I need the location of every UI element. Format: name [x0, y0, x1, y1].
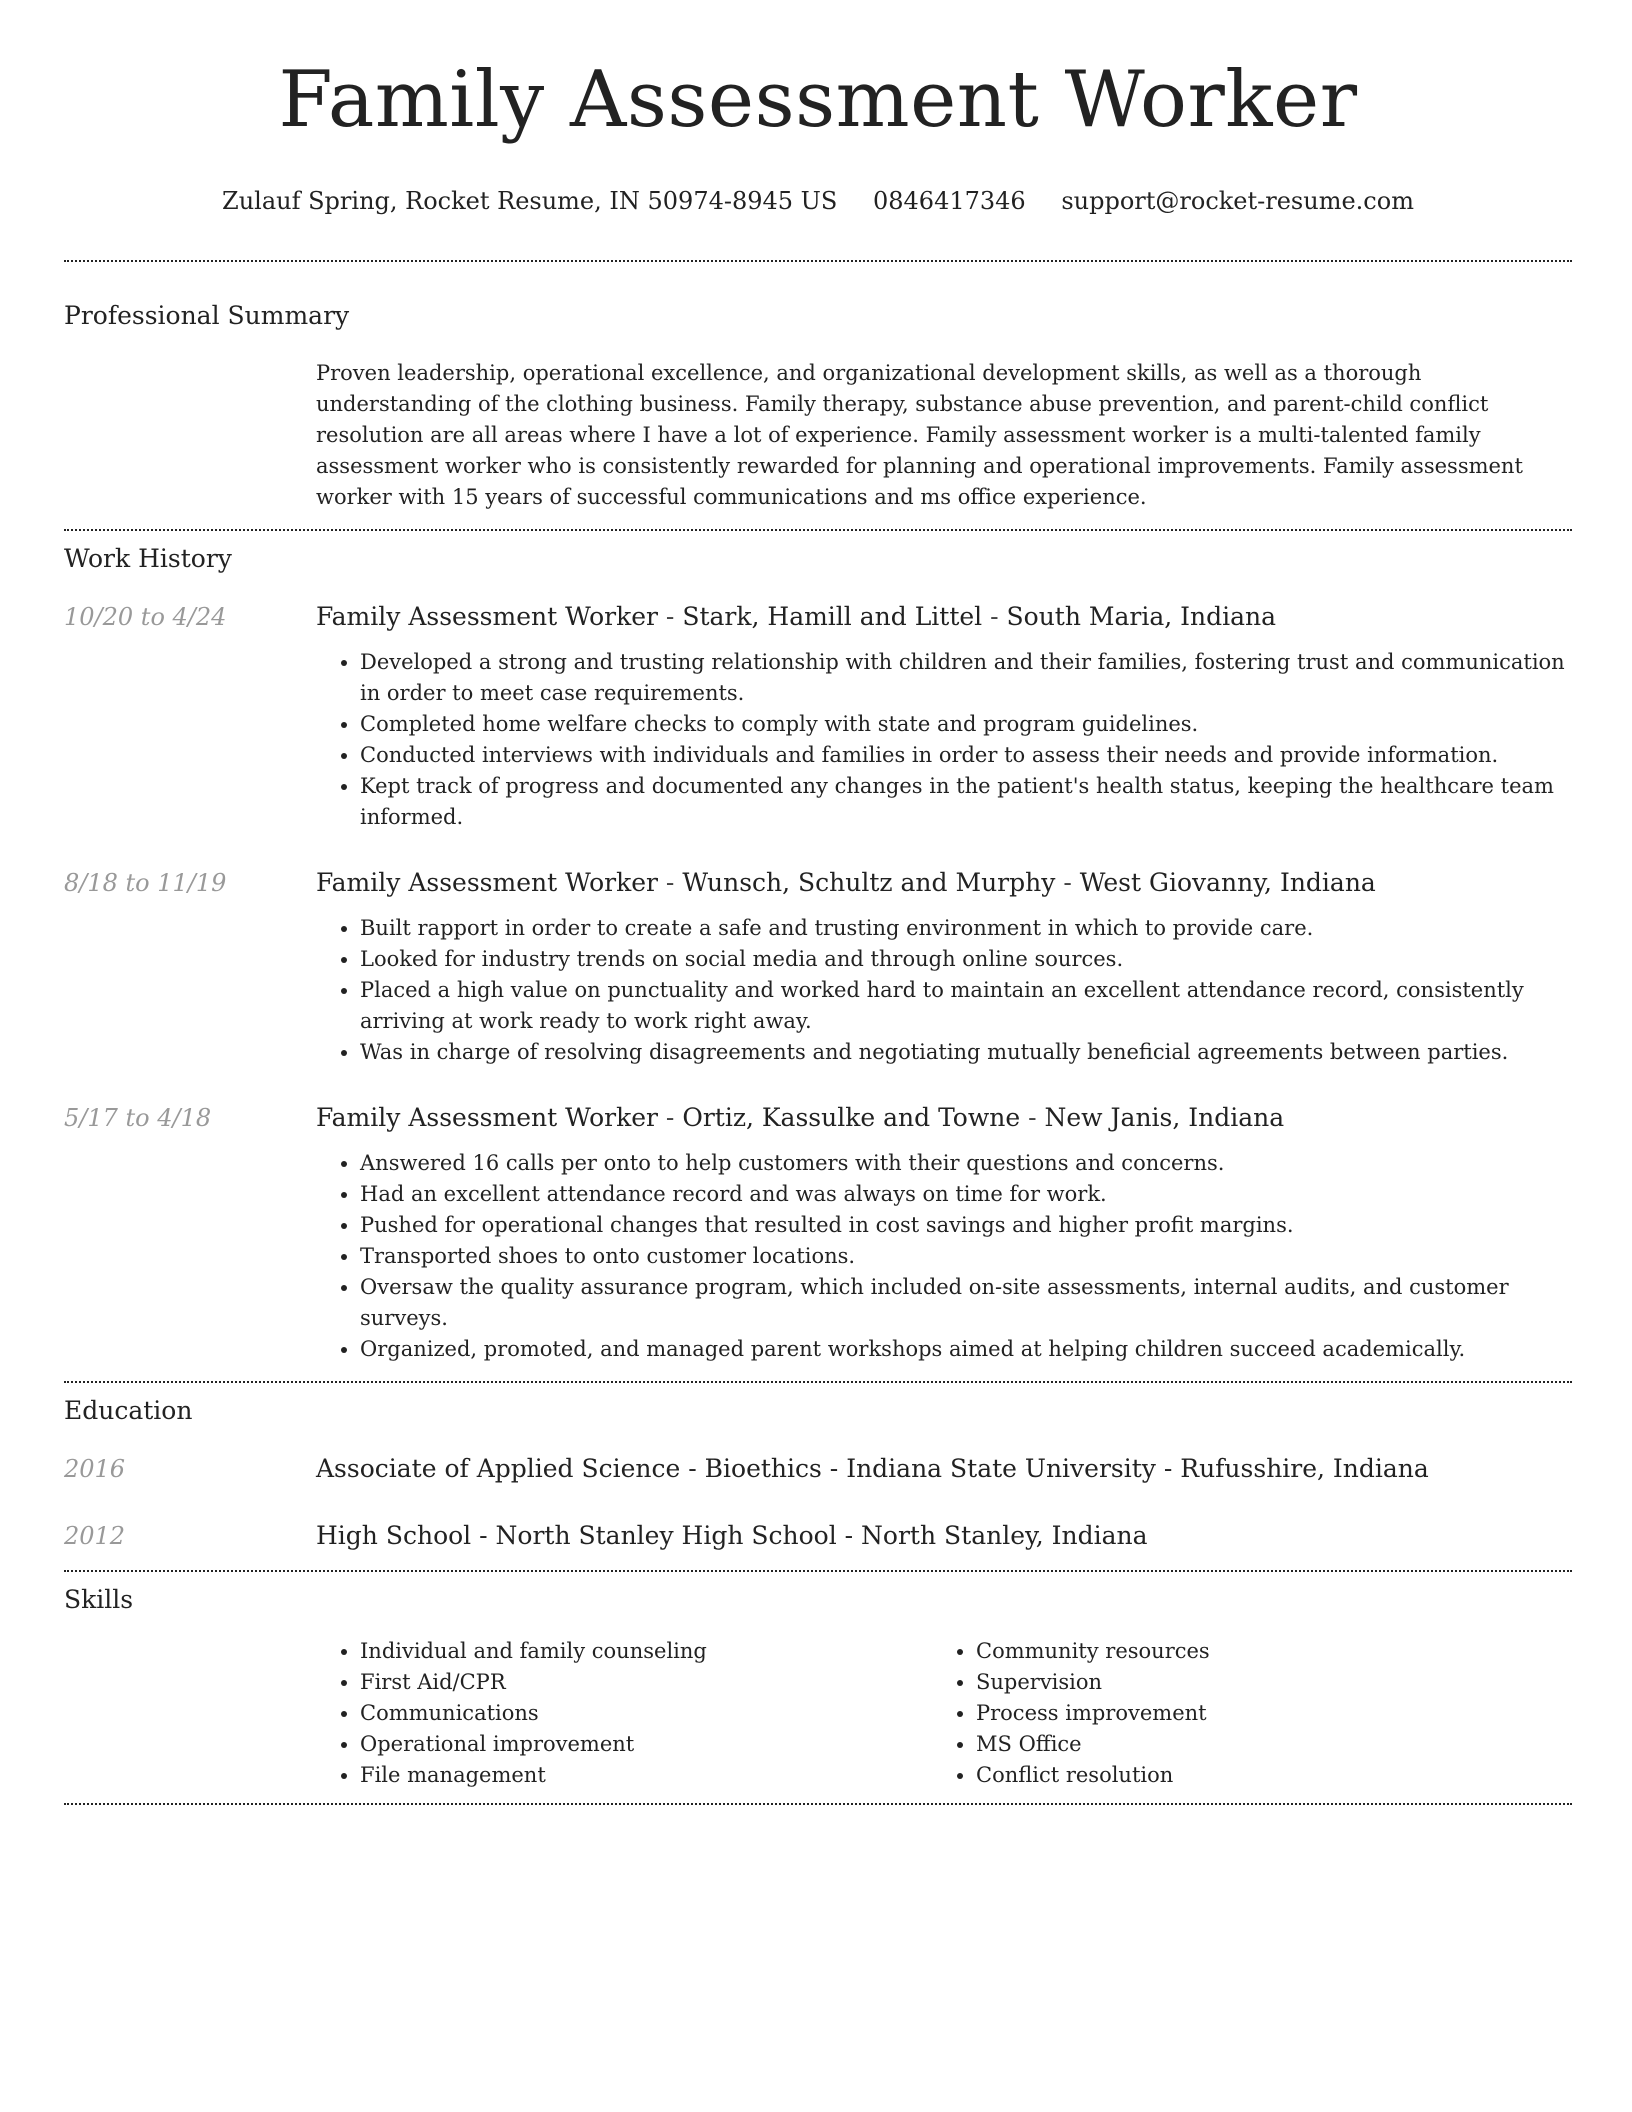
- job-role: Family Assessment Worker: [316, 868, 658, 897]
- skill-item: • Community resources: [976, 1636, 1576, 1667]
- summary-text: Proven leadership, operational excellence, and organizational development skills, as well as a thorough understanding of the clothing business. Family therapy, substance abuse prevention, and parent-child conflict resolution are all areas where I have a lot of experience. Family assessment worker is a multi-talented family assessment worker who is consistently rewarded for planning and operational improvements. Family assessment worker with 15 years of successful communications and ms office experience.: [316, 361, 1523, 509]
- job-bullet: • Oversaw the quality assurance program, which included on-site assessments, internal audits, and customer surveys.: [360, 1272, 1572, 1334]
- separator: -: [657, 1103, 683, 1132]
- job-bullet: • Answered 16 calls per onto to help customers with their questions and concerns.: [360, 1148, 1572, 1179]
- job-bullet: • Was in charge of resolving disagreements and negotiating mutually beneficial agreements between parties.: [360, 1037, 1572, 1068]
- summary-section: [64, 300, 1572, 513]
- job-bullet: • Developed a strong and trusting relationship with children and their families, fostering trust and communication in order to meet case requirements.: [360, 647, 1572, 709]
- skill-item: • Process improvement: [976, 1698, 1576, 1729]
- job-bullet: • Looked for industry trends on social media and through online sources.: [360, 944, 1572, 975]
- contact-email: support@rocket-resume.com: [1061, 187, 1414, 215]
- section-title-summary: Professional Summary: [64, 301, 350, 330]
- job-entry: [64, 601, 1572, 833]
- job-bullet: • Pushed for operational changes that resulted in cost savings and higher profit margins.: [360, 1210, 1572, 1241]
- job-location: West Giovanny, Indiana: [1079, 868, 1376, 897]
- divider: [64, 260, 1572, 262]
- divider: [64, 1381, 1572, 1383]
- job-role: Family Assessment Worker: [316, 1103, 658, 1132]
- skill-item: • File management: [360, 1760, 932, 1791]
- job-bullets: [316, 1148, 1572, 1365]
- job-bullet: • Conducted interviews with individuals and families in order to assess their needs and provide information.: [360, 740, 1572, 771]
- education-entry: [64, 1520, 1572, 1552]
- education-text: High School - North Stanley High School - North Stanley, Indiana: [316, 1521, 1148, 1550]
- skill-item: • Operational improvement: [360, 1729, 932, 1760]
- skills-section: [64, 1584, 1572, 1791]
- divider: [64, 1803, 1572, 1805]
- job-bullet: • Organized, promoted, and managed parent workshops aimed at helping children succeed academically.: [360, 1334, 1572, 1365]
- separator: -: [657, 602, 683, 631]
- skills-list-left: [316, 1636, 932, 1791]
- skill-item: • Conflict resolution: [976, 1760, 1576, 1791]
- job-company: Stark, Hamill and Littel: [682, 602, 983, 631]
- separator: -: [1020, 1103, 1045, 1132]
- education-section: [64, 1395, 1572, 1552]
- job-company: Wunsch, Schultz and Murphy: [682, 868, 1056, 897]
- job-list: [64, 601, 1572, 1365]
- job-dates: 5/17 to 4/18: [64, 1104, 212, 1132]
- education-year: 2012: [64, 1522, 126, 1550]
- job-entry: [64, 1102, 1572, 1365]
- job-bullets: [316, 913, 1572, 1068]
- skills-spacer: [64, 1636, 316, 1791]
- education-text: Associate of Applied Science - Bioethics - Indiana State University - Rufusshire, Indiana: [316, 1454, 1429, 1483]
- separator: -: [657, 868, 683, 897]
- contact-line: [64, 186, 1572, 216]
- education-entry: [64, 1453, 1572, 1485]
- summary-spacer: [64, 358, 316, 513]
- skill-item: • Individual and family counseling: [360, 1636, 932, 1667]
- job-location: South Maria, Indiana: [1006, 602, 1277, 631]
- section-title-skills: Skills: [64, 1585, 134, 1614]
- resume-page: [64, 0, 1572, 1805]
- education-year: 2016: [64, 1455, 126, 1483]
- separator: -: [982, 602, 1007, 631]
- divider: [64, 1570, 1572, 1572]
- skill-item: • Communications: [360, 1698, 932, 1729]
- job-company: Ortiz, Kassulke and Towne: [682, 1103, 1021, 1132]
- skill-item: • First Aid/CPR: [360, 1667, 932, 1698]
- contact-address: Zulauf Spring, Rocket Resume, IN 50974-8945 US: [222, 187, 838, 215]
- divider: [64, 529, 1572, 531]
- skills-list-right: [932, 1636, 1576, 1791]
- job-bullet: • Transported shoes to onto customer locations.: [360, 1241, 1572, 1272]
- job-bullet: • Kept track of progress and documented any changes in the patient's health status, keeping the healthcare team informed.: [360, 771, 1572, 833]
- job-dates: 10/20 to 4/24: [64, 603, 227, 631]
- job-title: [316, 867, 1572, 899]
- job-entry: [64, 867, 1572, 1068]
- skill-item: • Supervision: [976, 1667, 1576, 1698]
- skill-item: • MS Office: [976, 1729, 1576, 1760]
- job-bullet: • Built rapport in order to create a safe and trusting environment in which to provide care.: [360, 913, 1572, 944]
- job-bullet: • Placed a high value on punctuality and worked hard to maintain an excellent attendance record, consistently arriving at work ready to work right away.: [360, 975, 1572, 1037]
- contact-phone: 0846417346: [872, 187, 1026, 215]
- section-title-work: Work History: [64, 544, 232, 573]
- job-bullet: • Had an excellent attendance record and was always on time for work.: [360, 1179, 1572, 1210]
- candidate-name: Family Assessment Worker: [278, 55, 1358, 145]
- job-role: Family Assessment Worker: [316, 602, 658, 631]
- separator: -: [1055, 868, 1080, 897]
- work-section: [64, 543, 1572, 1365]
- job-dates: 8/18 to 11/19: [64, 869, 227, 897]
- section-title-education: Education: [64, 1396, 193, 1425]
- job-title: [316, 1102, 1572, 1134]
- job-bullet: • Completed home welfare checks to comply with state and program guidelines.: [360, 709, 1572, 740]
- job-bullets: [316, 647, 1572, 833]
- job-title: [316, 601, 1572, 633]
- job-location: New Janis, Indiana: [1044, 1103, 1285, 1132]
